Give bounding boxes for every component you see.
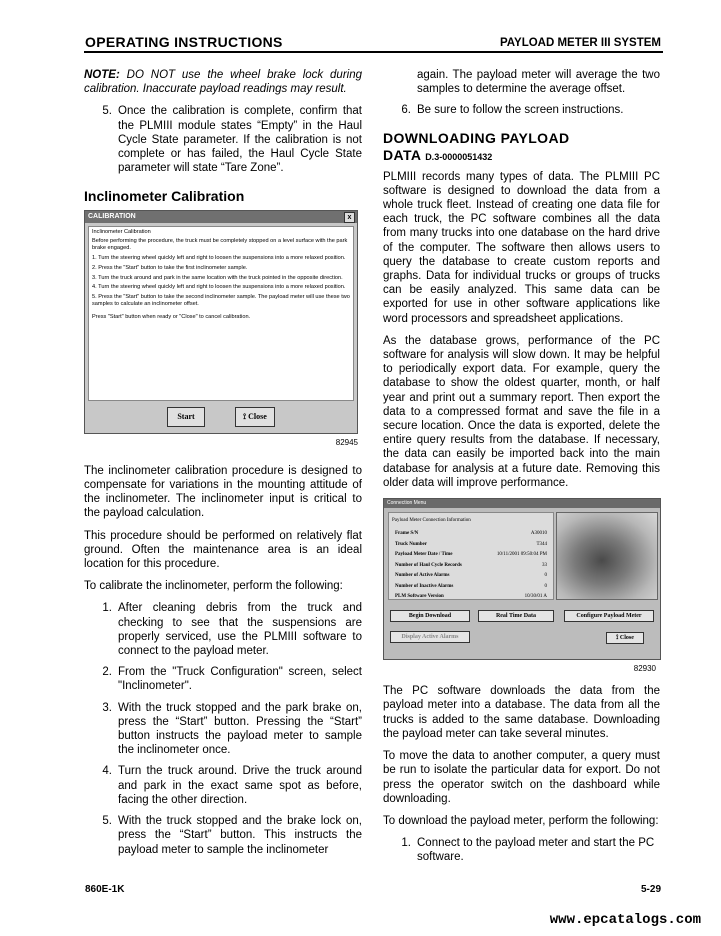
connection-info-panel: Payload Meter Connection Information Frame S/N A30010 Truck Number T344 Payload Meter Date / Time 10/11/2001 09:50:04 PM Number of Haul Cycle Records 33 Number of Active Alarms 0 Number of Inactive Alarms 0 PLM Software Version 10/30/01 A	[388, 512, 554, 600]
right-column	[383, 68, 660, 872]
list-item: 5. Once the calibration is complete, confirm that the PLMIII module states “Empty” in the Haul Cycle State parameter. If the calibration is not complete or has failed, the Haul Cycle State parameter will state “Tare Zone”.	[102, 105, 362, 175]
close-icon[interactable]: x	[344, 212, 355, 223]
list-item: 5. With the truck stopped and the brake lock on, press the “Start” button. This instructs the payload meter to sample the inclinometer	[102, 815, 362, 856]
close-button[interactable]: ⟟ Close	[235, 407, 275, 427]
paragraph: The PC software downloads the data from the payload meter into a database. The data from all the trucks is added to the same database. Downloading the payload meter can take several minutes.	[383, 685, 660, 740]
calibration-dialog	[84, 210, 358, 434]
figure-number: 82945	[335, 437, 358, 447]
list-item: 6. Be sure to follow the screen instructions.	[401, 104, 624, 117]
list-item: 1. After cleaning debris from the truck and checking to see that the suspensions are properly serviced, use the PLMIII software to connect to the payload meter.	[102, 602, 362, 658]
left-column	[84, 68, 362, 864]
configure-payload-meter-button[interactable]: Configure Payload Meter	[564, 610, 654, 622]
header-manual-title: PAYLOAD METER III SYSTEM	[499, 37, 661, 49]
list-item: 1. Connect to the payload meter and start the PC software.	[401, 837, 655, 864]
paragraph: PLMIII records many types of data. The PLMIII PC software is designed to download the data from a whole truck fleet. Instead of creating one data file for each truck, the PC software combines all the data from many trucks into one database on the hard drive of the computer. The software then allows users to query the database to create custom reports and graphs. Data for individual trucks or groups of trucks can be easily analyzed. This same data can be exported for use in other software applications like word processors and spreadsheet applications.	[383, 170, 660, 325]
paragraph: To download the payload meter, perform the following:	[383, 814, 659, 827]
connection-menu-window	[383, 498, 661, 660]
paragraph: As the database grows, performance of the PC software for analysis will slow down. It may be helpful to periodically export data. For example, query the database to show the oldest quarter, month, or half year and print out a summary report. Then export the data to a compressed format and save the file in a secure location. Once the data is exported, delete the entire query results from the database. If necessary, the data can easily be imported back into the main database for analysis at a future date. Removing this older data will improve performance.	[383, 334, 660, 489]
list-item: 4. Turn the truck around. Drive the truck around and park in the exact same spot as before, facing the other direction.	[102, 765, 362, 806]
note: NOTE: DO NOT use the wheel brake lock during calibration. Inaccurate payload readings may result.	[84, 69, 362, 96]
paragraph: The inclinometer calibration procedure is designed to compensate for variations in the mounting attitude of the inclinometer. The inclinometer input is critical to the payload calculation.	[84, 464, 362, 520]
paragraph: To calibrate the inclinometer, perform the following:	[84, 580, 343, 593]
real-time-data-button[interactable]: Real Time Data	[478, 610, 554, 622]
list-item: 3. With the truck stopped and the park brake on, press the “Start” button. Pressing the “Start” button instructs the payload meter to sample the inclinometer once.	[102, 701, 362, 757]
display-active-alarms-button[interactable]: Display Active Alarms	[390, 631, 470, 643]
paragraph: To move the data to another computer, a query must be run to isolate the particular data for export. Do not press the operator switch on the dashboard while downloading.	[383, 750, 660, 805]
header-section-title: OPERATING INSTRUCTIONS	[85, 34, 283, 50]
watermark: www.epcatalogs.com	[549, 912, 701, 928]
footer-page-number: 5-29	[640, 884, 661, 895]
section-heading: DOWNLOADING PAYLOAD DATA D.3-0000051432	[383, 129, 570, 163]
footer-model: 860E-1K	[85, 884, 125, 895]
truck-photo	[556, 512, 658, 600]
dialog-body: Inclinometer Calibration Before performing the procedure, the truck must be completely stopped on a level surface with the park brake engaged. 1. Turn the steering wheel quickly left and right to loosen the suspensions into a more relaxed position. 2. Press the "Start" button to take the first inclinometer sample. 3. Turn the truck around and park in the same location with the truck pointed in the opposite direction. 4. Turn the steering wheel quickly left and right to loosen the suspensions into a more relaxed position. 5. Press the "Start" button to take the second inclinometer sample. The payload meter will use these two samples to calculate an inclinometer offset. Press "Start" button when ready or "Close" to cancel calibration.	[88, 226, 354, 401]
begin-download-button[interactable]: Begin Download	[390, 610, 470, 622]
close-button[interactable]: ⟟ Close	[606, 632, 644, 644]
window-titlebar: Connection Menu	[384, 499, 660, 508]
paragraph: This procedure should be performed on relatively flat ground. Often the maintenance area is an ideal location for this procedure.	[84, 529, 362, 571]
figure-number: 82930	[633, 664, 656, 674]
list-item: 2. From the "Truck Configuration" screen, select "Inclinometer".	[102, 666, 362, 693]
start-button[interactable]: Start	[167, 407, 205, 427]
dialog-titlebar: CALIBRATION x	[85, 211, 357, 223]
list-item-continued: again. The payload meter will average the two samples to determine the average offset.	[417, 69, 660, 96]
section-heading: Inclinometer Calibration	[84, 188, 245, 205]
header-rule	[84, 51, 663, 53]
